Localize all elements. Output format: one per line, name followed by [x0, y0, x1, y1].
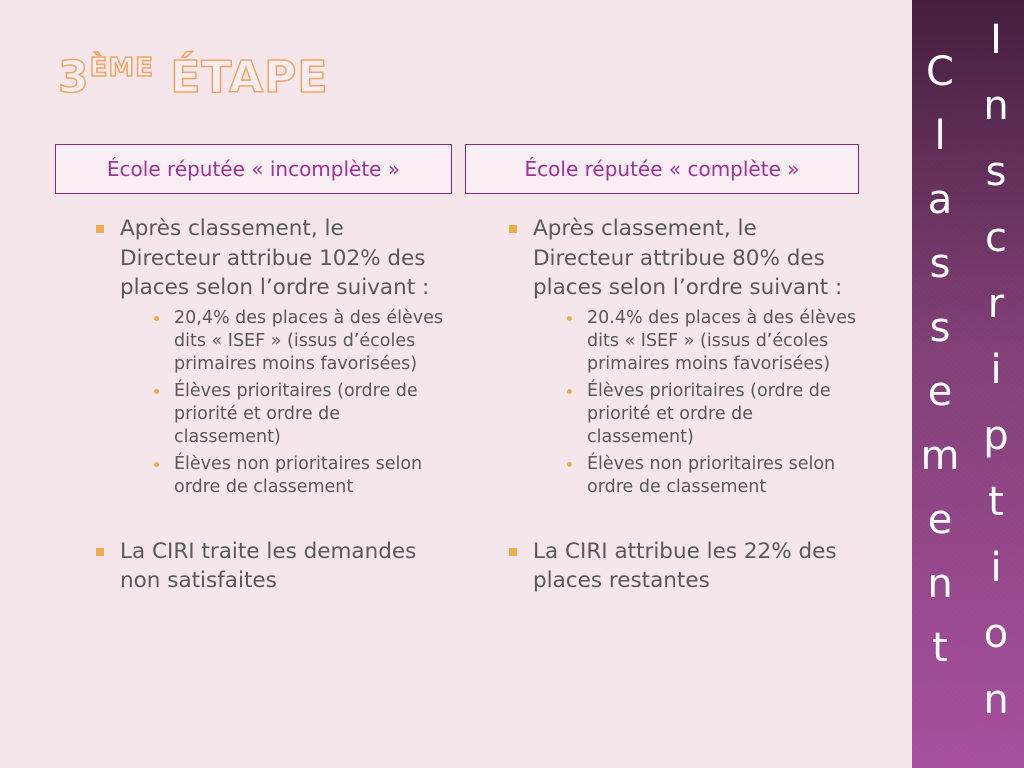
classement-letter: m — [920, 433, 960, 479]
square-bullet-icon — [96, 548, 104, 556]
dot-bullet-icon — [154, 462, 159, 467]
classement-letter: n — [927, 561, 953, 607]
sub-list-item-text: Élèves non prioritaires selon ordre de classement — [174, 453, 423, 497]
dot-bullet-icon — [567, 316, 572, 321]
list-item-text: Après classement, le Directeur attribue 80% des places selon l’ordre suivant : — [533, 216, 843, 300]
square-bullet-icon — [96, 225, 104, 233]
sub-list-item-text: 20.4% des places à des élèves dits « ISEF » (issus d’écoles primaires moins favorisées) — [587, 307, 856, 374]
bullet-list — [509, 214, 859, 596]
inscription-letter: t — [988, 479, 1004, 525]
sub-list-item — [144, 453, 446, 499]
sub-list-item-text: Élèves prioritaires (ordre de priorité et ordre de classement) — [587, 380, 831, 447]
list-item — [509, 214, 859, 499]
inscription-letter: n — [983, 83, 1009, 129]
inscription-letter: r — [987, 281, 1005, 327]
sub-list — [120, 307, 446, 499]
inscription-letter: p — [983, 413, 1009, 459]
column-complete — [509, 214, 859, 596]
classement-letter: t — [932, 625, 948, 671]
sub-list-item — [144, 380, 446, 449]
inscription-letter: o — [983, 611, 1009, 657]
list-item — [96, 537, 446, 596]
column-header-incomplete: École réputée « incomplète » — [55, 144, 452, 194]
inscription-letter: i — [990, 545, 1002, 591]
dot-bullet-icon — [154, 316, 159, 321]
classement-letter: C — [926, 49, 954, 95]
dot-bullet-icon — [154, 389, 159, 394]
sub-list-item-text: 20,4% des places à des élèves dits « ISEF » (issus d’écoles primaires moins favorisées) — [174, 307, 443, 374]
sub-list-item — [144, 307, 446, 376]
inscription-letter: i — [990, 347, 1002, 393]
sub-list — [533, 307, 859, 499]
side-panel — [912, 0, 1024, 768]
square-bullet-icon — [509, 548, 517, 556]
classement-letter: s — [929, 305, 951, 351]
title-number: 3 — [58, 52, 90, 103]
inscription-letter: c — [985, 215, 1007, 261]
sub-list-item-text: Élèves prioritaires (ordre de priorité et ordre de classement) — [174, 380, 418, 447]
classement-letter: e — [927, 369, 953, 415]
dot-bullet-icon — [567, 389, 572, 394]
column-header-complete: École réputée « complète » — [465, 144, 859, 194]
classement-letter: e — [927, 497, 953, 543]
sub-list-item — [557, 453, 859, 499]
inscription-letter: s — [985, 149, 1007, 195]
column-incomplete — [96, 214, 446, 596]
list-item-text: La CIRI attribue les 22% des places restantes — [533, 538, 837, 593]
list-item-text: La CIRI traite les demandes non satisfaites — [120, 538, 417, 593]
title-superscript: ÈME — [89, 53, 155, 83]
slide-title — [58, 48, 328, 114]
square-bullet-icon — [509, 225, 517, 233]
classement-letter: l — [934, 113, 946, 159]
inscription-letter: I — [990, 17, 1002, 63]
sub-list-item — [557, 307, 859, 376]
classement-letter: a — [927, 177, 953, 223]
dot-bullet-icon — [567, 462, 572, 467]
bullet-list — [96, 214, 446, 596]
sub-list-item — [557, 380, 859, 449]
sub-list-item-text: Élèves non prioritaires selon ordre de classement — [587, 453, 836, 497]
classement-letter: s — [929, 241, 951, 287]
list-item-text: Après classement, le Directeur attribue 102% des places selon l’ordre suivant : — [120, 216, 430, 300]
inscription-letter: n — [983, 677, 1009, 723]
list-item — [509, 537, 859, 596]
title-word: ÉTAPE — [170, 52, 329, 103]
list-item — [96, 214, 446, 499]
